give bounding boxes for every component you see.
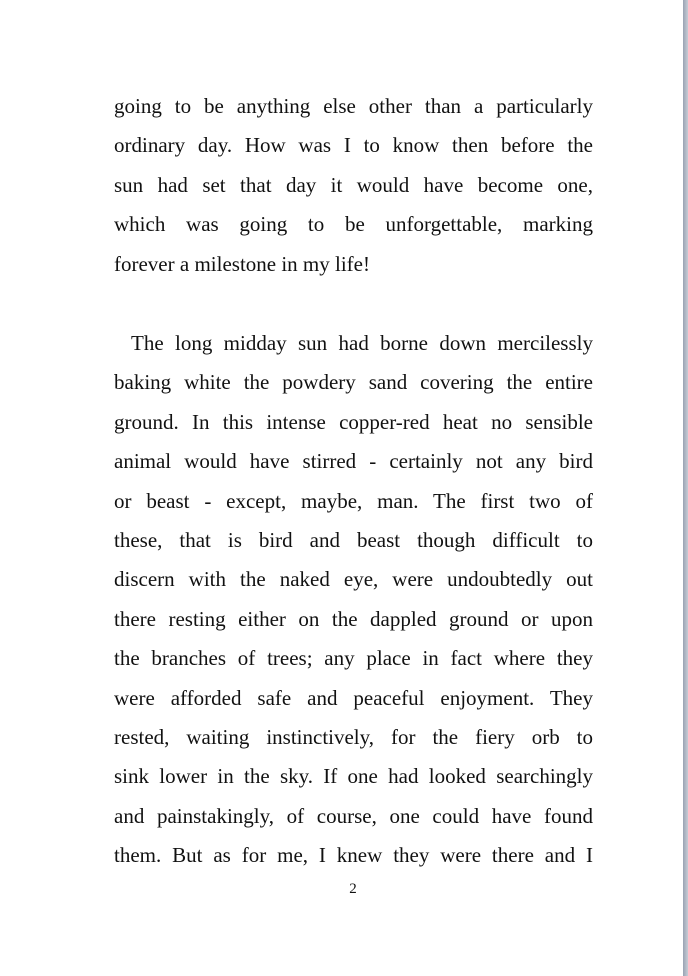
paragraph-line: these, that is bird and beast though difficult to <box>114 528 593 553</box>
paragraph-line: were afforded safe and peaceful enjoyment. They <box>114 685 593 710</box>
paragraph-line: the branches of trees; any place in fact where they <box>114 646 593 671</box>
paragraph-line: sink lower in the sky. If one had looked searchingly <box>114 764 593 789</box>
paragraph-line: sun had set that day it would have become one, <box>114 172 593 197</box>
paragraph-line: rested, waiting instinctively, for the fiery orb to <box>114 725 593 750</box>
page-edge-shadow <box>683 0 688 976</box>
paragraph-line: there resting either on the dappled ground or upon <box>114 606 593 631</box>
paragraph-2 <box>114 324 593 876</box>
paragraph-line: baking white the powdery sand covering the entire <box>114 370 593 395</box>
paragraph-line: discern with the naked eye, were undoubtedly out <box>114 567 593 592</box>
paragraph-line: ground. In this intense copper-red heat no sensible <box>114 409 593 434</box>
paragraph-line: going to be anything else other than a particularly <box>114 94 593 118</box>
paragraph-line: and painstakingly, of course, one could have found <box>114 803 593 828</box>
page-number: 2 <box>349 881 357 897</box>
paragraph-line: them. But as for me, I knew they were there and I <box>114 843 593 868</box>
paragraph-1 <box>114 87 593 284</box>
paragraph-line: animal would have stirred - certainly not any bird <box>114 449 593 474</box>
paragraph-line: ordinary day. How was I to know then before the <box>114 133 593 158</box>
paragraph-line: which was going to be unforgettable, marking <box>114 212 593 237</box>
paragraph-line: forever a milestone in my life! <box>114 251 370 276</box>
paragraph-line: The long midday sun had borne down mercilessly <box>131 331 593 355</box>
paragraph-line: or beast - except, maybe, man. The first two of <box>114 488 593 513</box>
